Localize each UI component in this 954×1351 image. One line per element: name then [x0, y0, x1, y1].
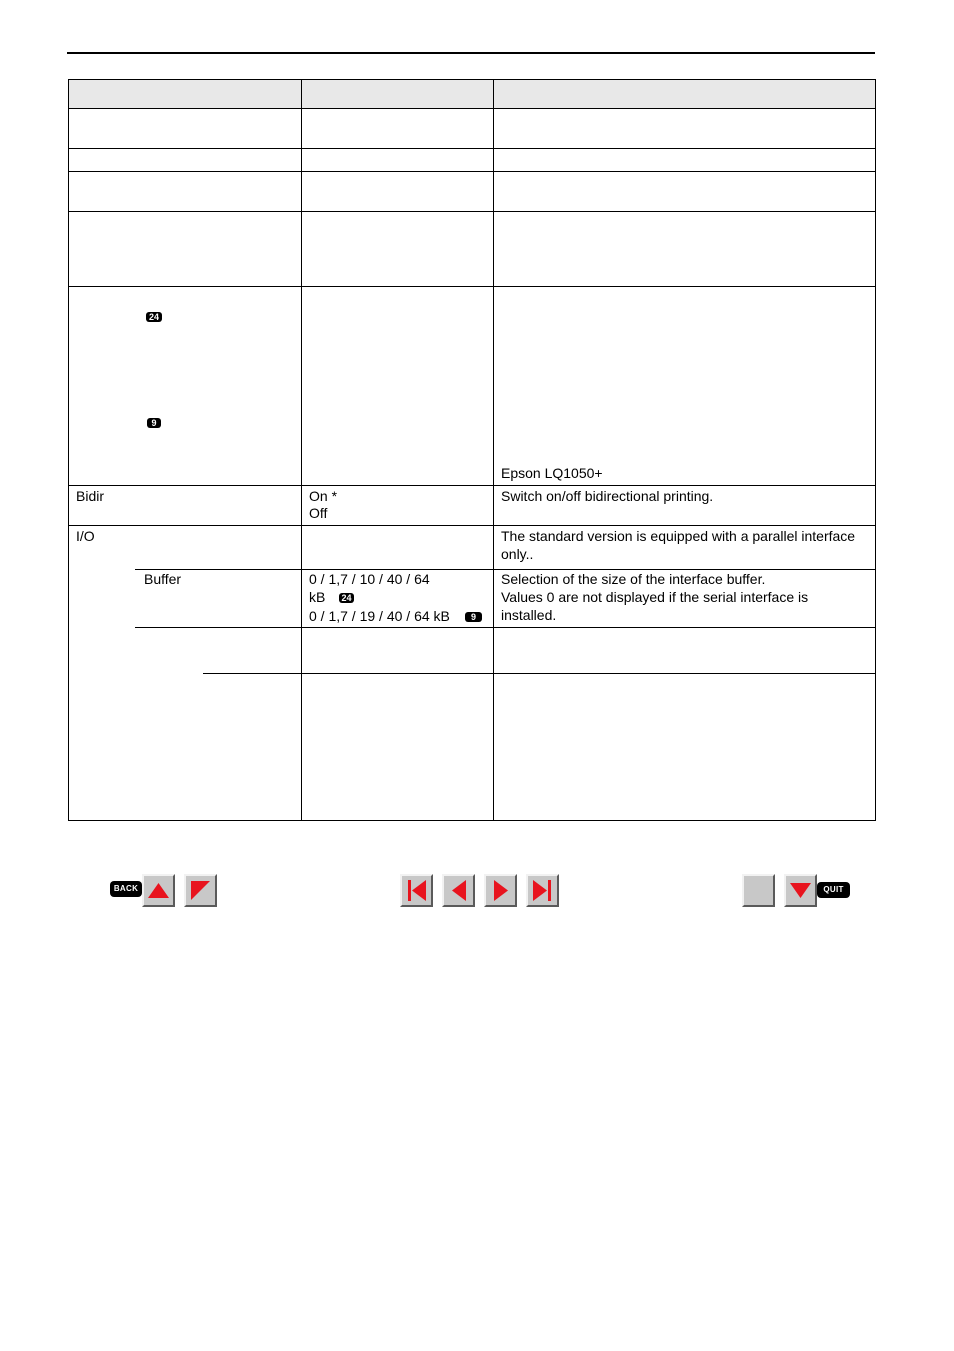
badge-24-pin: 24 [339, 593, 354, 603]
column-divider-2 [493, 80, 494, 820]
bidir-description: Switch on/off bidirectional printing. [501, 488, 714, 504]
down-arrow-icon [786, 876, 815, 905]
row-divider [135, 627, 875, 628]
row-divider [69, 286, 875, 287]
row-divider [69, 211, 875, 212]
buffer-description-1: Selection of the size of the interface buffer. [501, 571, 766, 587]
bidir-label: Bidir [76, 488, 105, 504]
row-divider [203, 673, 875, 674]
bidir-value-off: Off [309, 505, 328, 521]
nav-previous-page-button[interactable] [442, 874, 475, 907]
row-divider [135, 569, 875, 570]
nav-up-button[interactable] [142, 874, 175, 907]
io-label: I/O [76, 528, 95, 544]
buffer-description-2: Values 0 are not displayed if the serial interface is installed. [501, 589, 809, 623]
io-description: The standard version is equipped with a parallel interface only.. [501, 528, 856, 562]
buffer-values-24pin-2: kB [309, 589, 326, 605]
buffer-values-24pin-1: 0 / 1,7 / 10 / 40 / 64 [309, 571, 430, 587]
buffer-values-9pin: 0 / 1,7 / 19 / 40 / 64 kB [309, 608, 450, 624]
quit-label[interactable]: QUIT [817, 882, 850, 898]
top-rule [67, 52, 875, 54]
badge-9-pin: 9 [465, 612, 482, 622]
row-divider [69, 148, 875, 149]
settings-table [68, 79, 876, 821]
nav-last-page-button[interactable] [526, 874, 559, 907]
buffer-label: Buffer [144, 571, 182, 587]
table-header [69, 80, 875, 109]
nav-down-button[interactable] [784, 874, 817, 907]
emulation-note: Epson LQ1050+ [501, 465, 603, 481]
up-arrow-icon [144, 876, 173, 905]
nav-first-page-button[interactable] [400, 874, 433, 907]
up-left-arrow-icon [186, 876, 215, 905]
nav-up-left-button[interactable] [184, 874, 217, 907]
next-page-icon [486, 876, 515, 905]
bidir-value-on: On * [309, 488, 338, 504]
row-divider [69, 485, 875, 486]
column-divider-1 [301, 80, 302, 820]
badge-24-pin: 24 [146, 312, 162, 322]
back-label[interactable]: BACK [110, 881, 142, 897]
row-divider [69, 171, 875, 172]
nav-next-page-button[interactable] [484, 874, 517, 907]
nav-blank-button[interactable] [742, 874, 775, 907]
last-page-icon [528, 876, 557, 905]
first-page-icon [402, 876, 431, 905]
previous-page-icon [444, 876, 473, 905]
badge-9-pin: 9 [147, 418, 161, 428]
row-divider [69, 525, 875, 526]
